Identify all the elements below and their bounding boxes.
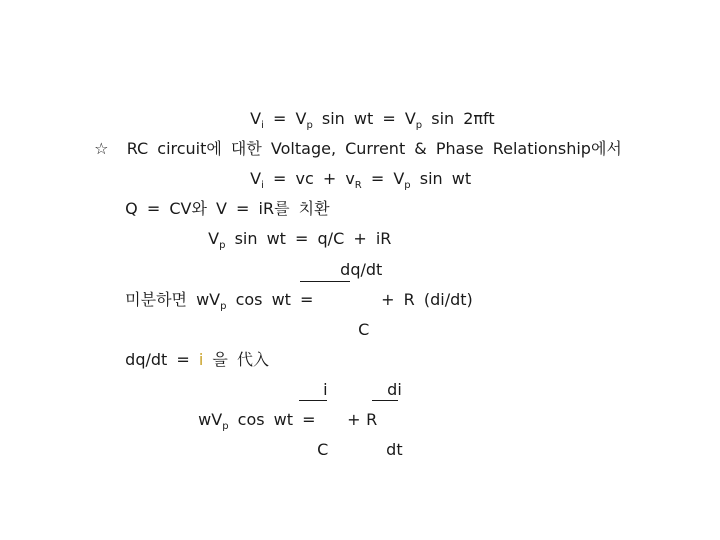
eq11-sub-p: p — [222, 421, 229, 432]
star-icon: ☆ — [94, 139, 109, 158]
dqdt-text: dq/dt — [340, 260, 383, 279]
heading-line — [76, 119, 622, 158]
eq3-sub-p: p — [404, 180, 411, 191]
equation-line-7 — [107, 270, 323, 312]
fraction1-denominator — [348, 300, 370, 339]
fraction3-denominator-dt — [376, 420, 403, 459]
eq3-part3: = V — [361, 169, 405, 188]
fraction1-bar — [300, 281, 350, 282]
numerator-di: di — [387, 380, 402, 399]
equation-line-5 — [190, 209, 392, 251]
numerator-i: i — [323, 380, 328, 399]
fraction2-denominator-c — [307, 420, 329, 459]
heading-text: RC circuit에 대한 Voltage, Current & Phase Relationship에서 — [126, 139, 622, 158]
eq11-part1: wV — [198, 410, 223, 429]
fraction1-numerator — [330, 240, 383, 279]
eq9-highlight-i: i — [198, 350, 204, 369]
equation-line-3 — [232, 149, 472, 191]
equation-line-7-tail — [363, 270, 473, 309]
eq5-sub-p: p — [219, 240, 226, 251]
eq3-v: V — [250, 169, 262, 188]
eq5-v: V — [208, 229, 220, 248]
eq11-part2: cos wt = — [228, 410, 325, 429]
substitution-line — [107, 179, 330, 218]
eq3-part2: = vc + v — [263, 169, 355, 188]
denominator-c: C — [358, 320, 370, 339]
eq1-sub-p2: p — [415, 120, 423, 131]
eq1-sub-i: i — [261, 120, 264, 131]
eq5-rest: sin wt = q/C + iR — [225, 229, 392, 248]
eq3-sub-i: i — [261, 180, 264, 191]
eq1-v: V — [250, 109, 262, 128]
substitution-text: Q = CV와 V = iR를 치환 — [125, 199, 330, 218]
eq7-part2: cos wt = — [226, 290, 323, 309]
equation-line-9 — [107, 330, 269, 369]
eq7-part1: 미분하면 wV — [125, 290, 221, 309]
eq1-part2: = V — [263, 109, 307, 128]
denominator-dt: dt — [386, 440, 403, 459]
eq9-part1: dq/dt = — [125, 350, 199, 369]
eq3-sub-r: R — [354, 180, 362, 191]
eq7-tail: + R (di/dt) — [381, 290, 473, 309]
r-symbol: R — [366, 410, 378, 429]
eq3-part4: sin wt — [410, 169, 472, 188]
fraction2-bar — [299, 400, 327, 401]
eq1-sub-p1: p — [306, 120, 313, 131]
fraction3-bar — [372, 400, 398, 401]
eq9-part3: 을 代入 — [203, 350, 269, 369]
eq7-sub-p: p — [220, 301, 227, 312]
fraction3-numerator-di — [377, 360, 402, 399]
denominator-c2: C — [317, 440, 329, 459]
plus-sign: + — [347, 410, 361, 429]
eq1-part4: sin 2πft — [422, 109, 495, 128]
eq1-part3: sin wt = V — [312, 109, 416, 128]
fraction2-numerator-i — [313, 360, 328, 399]
equation-line-1 — [232, 89, 495, 131]
